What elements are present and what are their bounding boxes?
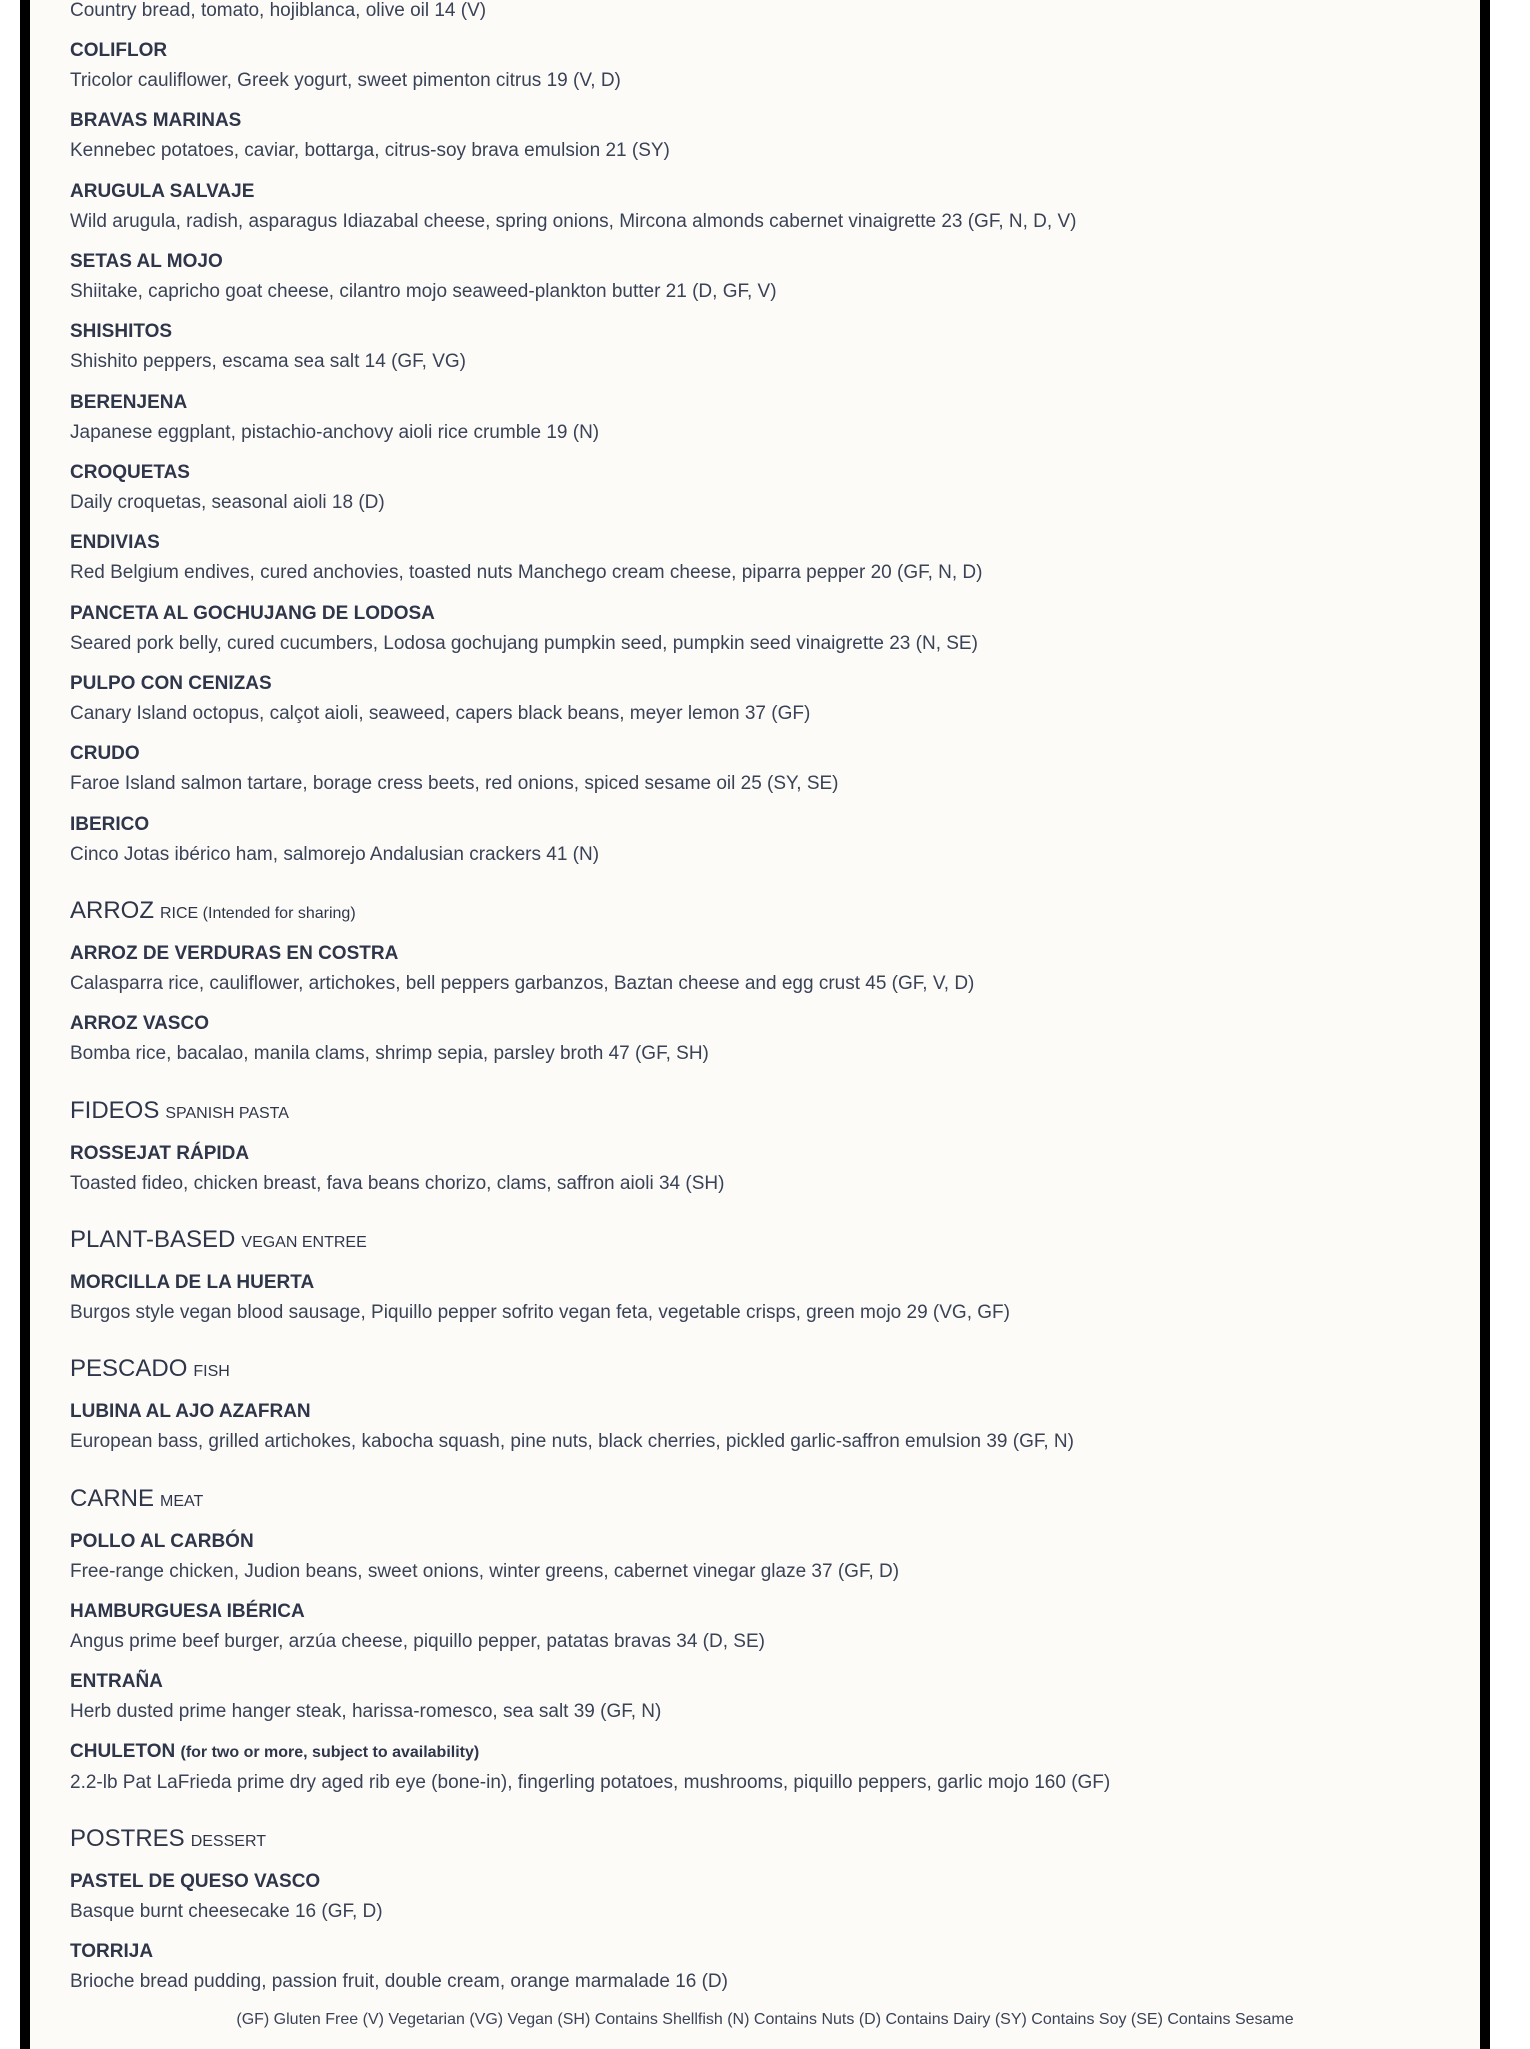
- section-subtitle: FISH: [193, 1363, 230, 1380]
- section-title-plant-based: [70, 1226, 367, 1254]
- item-name: HAMBURGUESA IBÉRICA: [70, 1601, 305, 1622]
- item-description: Burgos style vegan blood sausage, Piquillo pepper sofrito vegan feta, vegetable crisps, green mojo 29 (VG, GF): [70, 1302, 1010, 1323]
- section-title-main: PLANT-BASED: [70, 1226, 236, 1253]
- item-description: Shishito peppers, escama sea salt 14 (GF, VG): [70, 351, 467, 372]
- item-name: BERENJENA: [70, 392, 188, 413]
- item-description: Bomba rice, bacalao, manila clams, shrimp sepia, parsley broth 47 (GF, SH): [70, 1043, 709, 1064]
- section-title-main: CARNE: [70, 1485, 155, 1512]
- section-title-carne: [70, 1485, 203, 1513]
- item-name: PULPO CON CENIZAS: [70, 673, 272, 694]
- item-name: IBERICO: [70, 814, 150, 835]
- item-name: POLLO AL CARBÓN: [70, 1531, 254, 1552]
- section-subtitle: MEAT: [160, 1493, 204, 1510]
- item-description: Wild arugula, radish, asparagus Idiazabal cheese, spring onions, Mircona almonds cabernet vinaigrette 23 (GF, N, D, V): [70, 211, 1077, 232]
- item-name: ARROZ DE VERDURAS EN COSTRA: [70, 943, 399, 964]
- item-name: COLIFLOR: [70, 40, 168, 61]
- item-name: PANCETA AL GOCHUJANG DE LODOSA: [70, 603, 435, 624]
- section-title-main: POSTRES: [70, 1825, 185, 1852]
- allergen-legend: (GF) Gluten Free (V) Vegetarian (VG) Vegan (SH) Contains Shellfish (N) Contains Nuts (D) Contains Dairy (SY) Contains Soy (SE) Contains Sesame: [236, 2011, 1294, 2028]
- item-description: 2.2-lb Pat LaFrieda prime dry aged rib eye (bone-in), fingerling potatoes, mushrooms, piquillo peppers, garlic mojo 160 (GF): [70, 1772, 1111, 1793]
- item-description: Tricolor cauliflower, Greek yogurt, sweet pimenton citrus 19 (V, D): [70, 70, 621, 91]
- item-name-text: CHULETON: [70, 1741, 176, 1762]
- item-description: Herb dusted prime hanger steak, harissa-romesco, sea salt 39 (GF, N): [70, 1701, 662, 1722]
- item-description: European bass, grilled artichokes, kabocha squash, pine nuts, black cherries, pickled garlic-saffron emulsion 39 (GF, N): [70, 1431, 1074, 1452]
- item-description: Canary Island octopus, calçot aioli, seaweed, capers black beans, meyer lemon 37 (GF): [70, 703, 811, 724]
- item-description: Cinco Jotas ibérico ham, salmorejo Andalusian crackers 41 (N): [70, 844, 600, 865]
- item-description: Seared pork belly, cured cucumbers, Lodosa gochujang pumpkin seed, pumpkin seed vinaigrette 23 (N, SE): [70, 633, 978, 654]
- section-title-main: PESCADO: [70, 1355, 188, 1382]
- item-name: ENTRAÑA: [70, 1671, 163, 1692]
- item-name: TORRIJA: [70, 1941, 154, 1962]
- item-name: ARUGULA SALVAJE: [70, 181, 255, 202]
- section-title-main: ARROZ: [70, 897, 154, 924]
- item-description: Free-range chicken, Judion beans, sweet onions, winter greens, cabernet vinegar glaze 37 (GF, D): [70, 1561, 900, 1582]
- item-note: (for two or more, subject to availability): [180, 1744, 480, 1761]
- item-name: CRUDO: [70, 743, 140, 764]
- item-description: Angus prime beef burger, arzúa cheese, piquillo pepper, patatas bravas 34 (D, SE): [70, 1631, 765, 1652]
- item-description: Basque burnt cheesecake 16 (GF, D): [70, 1901, 383, 1922]
- item-description: Shiitake, capricho goat cheese, cilantro mojo seaweed-plankton butter 21 (D, GF, V): [70, 281, 777, 302]
- item-description: Country bread, tomato, hojiblanca, olive oil 14 (V): [70, 0, 487, 21]
- section-subtitle: SPANISH PASTA: [165, 1105, 289, 1122]
- item-name: SETAS AL MOJO: [70, 251, 223, 272]
- item-description: Calasparra rice, cauliflower, artichokes, bell peppers garbanzos, Baztan cheese and egg crust 45 (GF, V, D): [70, 973, 975, 994]
- item-description: Daily croquetas, seasonal aioli 18 (D): [70, 492, 385, 513]
- item-description: Kennebec potatoes, caviar, bottarga, citrus-soy brava emulsion 21 (SY): [70, 140, 670, 161]
- item-description: Red Belgium endives, cured anchovies, toasted nuts Manchego cream cheese, piparra pepper 20 (GF, N, D): [70, 562, 983, 583]
- section-title-pescado: [70, 1355, 230, 1383]
- section-title-arroz: [70, 897, 356, 925]
- section-subtitle: DESSERT: [190, 1833, 266, 1850]
- section-title-fideos: [70, 1097, 289, 1125]
- section-subtitle: VEGAN ENTREE: [241, 1234, 367, 1251]
- item-name-chuleton: [70, 1741, 479, 1763]
- item-name: CROQUETAS: [70, 462, 190, 483]
- item-name: MORCILLA DE LA HUERTA: [70, 1272, 315, 1293]
- item-description: Faroe Island salmon tartare, borage cress beets, red onions, spiced sesame oil 25 (SY, SE): [70, 773, 839, 794]
- item-name: LUBINA AL AJO AZAFRAN: [70, 1401, 311, 1422]
- item-name: SHISHITOS: [70, 321, 173, 342]
- item-name: PASTEL DE QUESO VASCO: [70, 1871, 321, 1892]
- section-title-postres: [70, 1825, 266, 1853]
- item-name: ROSSEJAT RÁPIDA: [70, 1143, 250, 1164]
- item-description: Brioche bread pudding, passion fruit, double cream, orange marmalade 16 (D): [70, 1971, 728, 1992]
- item-name: BRAVAS MARINAS: [70, 110, 242, 131]
- item-name: ARROZ VASCO: [70, 1013, 209, 1034]
- item-name: ENDIVIAS: [70, 532, 160, 553]
- section-subtitle: RICE (Intended for sharing): [160, 905, 356, 922]
- section-title-main: FIDEOS: [70, 1097, 160, 1124]
- item-description: Toasted fideo, chicken breast, fava beans chorizo, clams, saffron aioli 34 (SH): [70, 1173, 725, 1194]
- item-description: Japanese eggplant, pistachio-anchovy aioli rice crumble 19 (N): [70, 422, 600, 443]
